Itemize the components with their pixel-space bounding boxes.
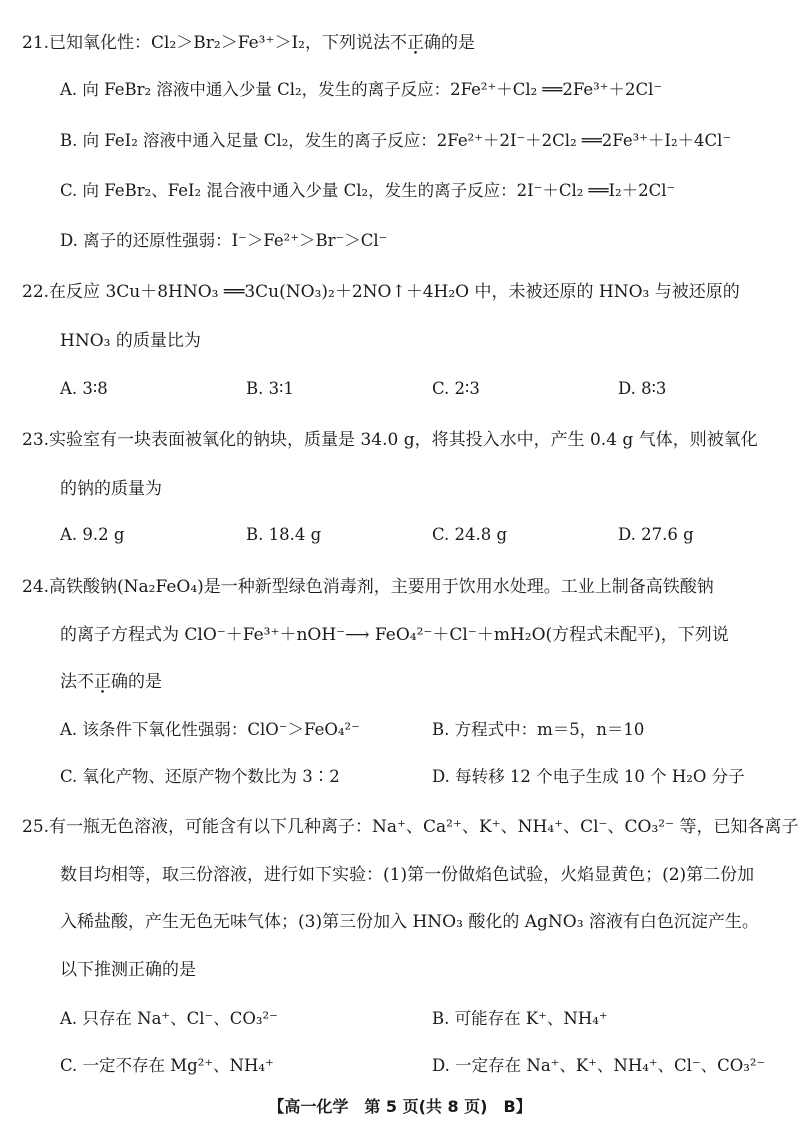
stem-text: 21.已知氧化性：Cl₂＞Br₂＞Fe³⁺＞I₂，下列说法 <box>22 33 390 53</box>
question-25-option-a: A. 只存在 Na⁺、Cl⁻、CO₃²⁻ <box>60 1009 278 1028</box>
question-24-option-b: B. 方程式中：m＝5，n＝10 <box>432 720 645 739</box>
question-23-stem-line1: 23.实验室有一块表面被氧化的钠块，质量是 34.0 g，将其投入水中，产生 0.4 g 气体，则被氧化 <box>22 430 758 450</box>
question-24-option-a: A. 该条件下氧化性强弱：ClO⁻＞FeO₄²⁻ <box>60 720 360 739</box>
question-22-stem-line2: HNO₃ 的质量比为 <box>60 331 201 351</box>
question-22-option-a: A. 3∶8 <box>60 379 108 398</box>
question-22-option-d: D. 8∶3 <box>618 379 667 398</box>
stem-text: 法 <box>60 672 77 692</box>
question-21-option-b: B. 向 FeI₂ 溶液中通入足量 Cl₂，发生的离子反应：2Fe²⁺＋2I⁻＋2Cl₂ ══2Fe³⁺＋I₂＋4Cl⁻ <box>60 131 732 150</box>
page-footer: 【高一化学 第 5 页(共 8 页) B】 <box>268 1097 532 1116</box>
stem-text: 的是 <box>128 672 162 692</box>
question-25-option-c: C. 一定不存在 Mg²⁺、NH₄⁺ <box>60 1056 274 1075</box>
question-25-stem-line1: 25.有一瓶无色溶液，可能含有以下几种离子：Na⁺、Ca²⁺、K⁺、NH₄⁺、Cl⁻、CO₃²⁻ 等，已知各离子 <box>22 817 799 837</box>
question-21-stem <box>22 31 475 55</box>
question-23-stem-line2: 的钠的质量为 <box>60 479 162 499</box>
question-24-option-c: C. 氧化产物、还原产物个数比为 3∶2 <box>60 767 340 786</box>
question-22-option-c: C. 2∶3 <box>432 379 480 398</box>
question-21-option-a: A. 向 FeBr₂ 溶液中通入少量 Cl₂，发生的离子反应：2Fe²⁺＋Cl₂ ══2Fe³⁺＋2Cl⁻ <box>60 80 663 99</box>
question-23-option-b: B. 18.4 g <box>246 525 322 544</box>
question-25-option-d: D. 一定存在 Na⁺、K⁺、NH₄⁺、Cl⁻、CO₃²⁻ <box>432 1056 766 1075</box>
question-22-option-b: B. 3∶1 <box>246 379 294 398</box>
emphasized-text: 不正确 <box>389 33 441 53</box>
question-24-stem-line3 <box>60 670 162 694</box>
question-25-option-b: B. 可能存在 K⁺、NH₄⁺ <box>432 1009 608 1028</box>
question-21-option-c: C. 向 FeBr₂、FeI₂ 混合液中通入少量 Cl₂，发生的离子反应：2I⁻＋Cl₂ ══I₂＋2Cl⁻ <box>60 181 676 200</box>
question-21-option-d: D. 离子的还原性强弱：I⁻＞Fe²⁺＞Br⁻＞Cl⁻ <box>60 231 388 250</box>
question-24-option-d: D. 每转移 12 个电子生成 10 个 H₂O 分子 <box>432 767 745 786</box>
question-24-stem-line1: 24.高铁酸钠(Na₂FeO₄)是一种新型绿色消毒剂，主要用于饮用水处理。工业上制备高铁酸钠 <box>22 577 714 597</box>
emphasized-text: 不正确 <box>77 672 128 692</box>
question-25-stem-line2: 数目均相等，取三份溶液，进行如下实验：(1)第一份做焰色试验，火焰显黄色；(2)第二份加 <box>60 865 755 885</box>
question-25-stem-line3: 入稀盐酸，产生无色无味气体；(3)第三份加入 HNO₃ 酸化的 AgNO₃ 溶液有白色沉淀产生。 <box>60 912 759 932</box>
question-24-stem-line2: 的离子方程式为 ClO⁻＋Fe³⁺＋nOH⁻⟶ FeO₄²⁻＋Cl⁻＋mH₂O(方程式未配平)，下列说 <box>60 625 729 645</box>
question-22-stem-line1: 22.在反应 3Cu＋8HNO₃ ══3Cu(NO₃)₂＋2NO↑＋4H₂O 中，未被还原的 HNO₃ 与被还原的 <box>22 282 740 302</box>
question-23-option-a: A. 9.2 g <box>60 525 125 544</box>
question-25-stem-line4: 以下推测正确的是 <box>60 960 196 980</box>
stem-text: 的是 <box>440 33 475 53</box>
question-23-option-c: C. 24.8 g <box>432 525 508 544</box>
question-23-option-d: D. 27.6 g <box>618 525 694 544</box>
